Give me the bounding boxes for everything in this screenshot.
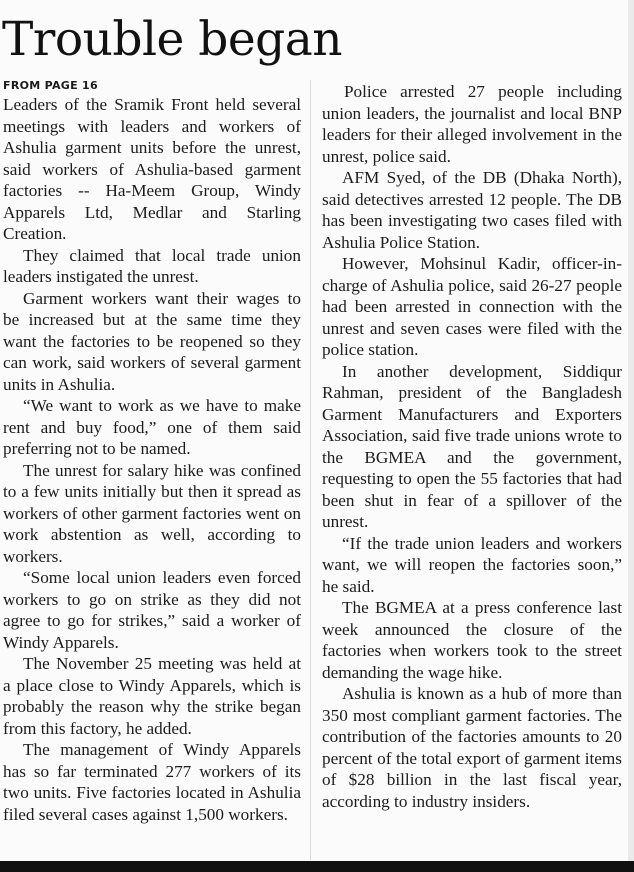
paragraph: Garment workers want their wages to be increased but at the same time they want the factories to be reopened so they can work, said workers of several garment units in Ashulia. bbox=[3, 288, 301, 394]
paragraph: They claimed that local trade union leaders instigated the unrest. bbox=[3, 245, 301, 286]
paragraph: Ashulia is known as a hub of more than 350 most compliant garment factories. The contribution of the factories amounts to 20 percent of the total export of garment items of $28 billion in the last fiscal year, according to industry insiders. bbox=[322, 684, 622, 811]
paragraph: “If the trade union leaders and workers want, we will reopen the factories soon,” he said. bbox=[322, 533, 622, 596]
page-edge-shadow bbox=[628, 0, 634, 861]
paragraph: Leaders of the Sramik Front held several meetings with leaders and workers of Ashulia garment units before the unrest, said workers of Ashulia-based garment factories -- Ha-Meem Group, Windy Apparels Ltd, Medlar and Starling Creation. bbox=[3, 95, 301, 243]
paragraph: “Some local union leaders even forced workers to go on strike as they did not agree to go for strikes,” said a worker of Windy Apparels. bbox=[3, 568, 301, 652]
paragraph: The unrest for salary hike was confined to a few units initially but then it spread as workers of other garment factories went on work abstention as well, according to workers. bbox=[3, 460, 301, 566]
continued-from-label: FROM PAGE 16 bbox=[3, 79, 98, 92]
paragraph: AFM Syed, of the DB (Dhaka North), said detectives arrested 12 people. The DB has been investigating two cases filed with Ashulia Police Station. bbox=[322, 168, 622, 252]
paragraph: The November 25 meeting was held at a place close to Windy Apparels, which is probably the reason why the strike began from this factory, he added. bbox=[3, 654, 301, 738]
paragraph: The BGMEA at a press conference last week announced the closure of the factories when workers took to the street demanding the wage hike. bbox=[322, 598, 622, 682]
paragraph: “We want to work as we have to make rent and buy food,” one of them said preferring not to be named. bbox=[3, 396, 301, 458]
bottom-border-bar bbox=[0, 861, 634, 872]
paragraph: In another development, Siddiqur Rahman, president of the Bangladesh Garment Manufacturers and Exporters Association, said five trade unions wrote to the BGMEA and the government, requesting to open the 55 factories that had been shut in fear of a spillover of the unrest. bbox=[322, 361, 622, 531]
paragraph: However, Mohsinul Kadir, officer-in-charge of Ashulia police, said 26-27 people had been arrested in connection with the unrest and seven cases were filed with the police station. bbox=[322, 254, 622, 359]
paragraph: Police arrested 27 people including union leaders, the journalist and local BNP leaders for their alleged involvement in the unrest, police said. bbox=[322, 82, 622, 166]
paragraph: The management of Windy Apparels has so far terminated 277 workers of its two units. Five factories located in Ashulia filed several cases against 1,500 workers. bbox=[3, 740, 301, 824]
right-column bbox=[322, 81, 622, 812]
column-divider bbox=[310, 80, 311, 860]
left-column bbox=[3, 78, 301, 825]
headline: Trouble began bbox=[2, 12, 343, 67]
